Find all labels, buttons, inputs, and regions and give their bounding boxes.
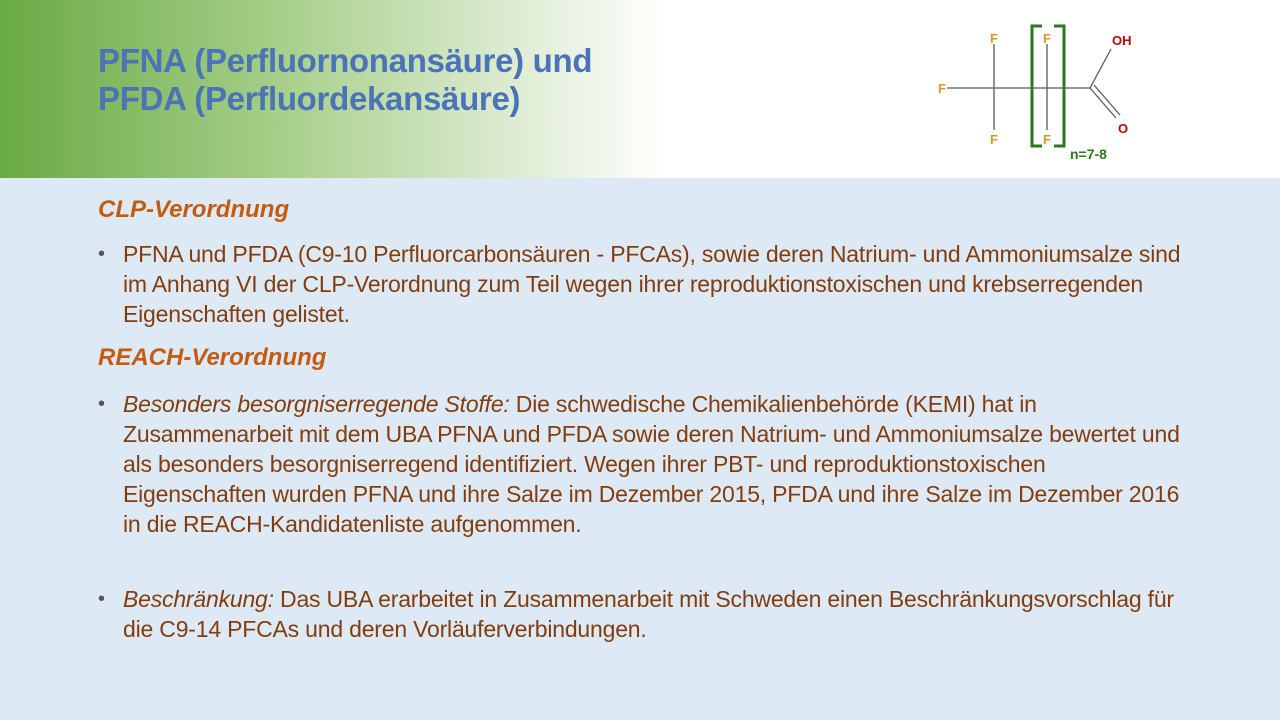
repeat-bracket-right bbox=[1054, 26, 1064, 146]
bullet-svhc bbox=[98, 389, 1188, 539]
bullet-text bbox=[123, 239, 1188, 329]
hydroxyl-label: OH bbox=[1112, 33, 1132, 48]
bullet-marker: • bbox=[98, 393, 105, 415]
c-o-double-bond-a bbox=[1090, 88, 1116, 118]
bullet-marker: • bbox=[98, 243, 105, 265]
title-line-2: PFDA (Perfluordekansäure) bbox=[98, 80, 521, 117]
repeat-bracket-left bbox=[1032, 26, 1042, 146]
bullet-clp-listing bbox=[98, 239, 1188, 329]
bullet-lead: Besonders besorgniserregende Stoffe: bbox=[123, 391, 510, 417]
repeat-count-label: n=7-8 bbox=[1070, 146, 1107, 162]
fluorine-label: F bbox=[990, 132, 998, 147]
slide-body bbox=[0, 178, 1280, 720]
fluorine-label: F bbox=[990, 31, 998, 46]
fluorine-label: F bbox=[938, 81, 946, 96]
bullet-lead: Beschränkung: bbox=[123, 586, 274, 612]
bullet-marker: • bbox=[98, 588, 105, 610]
slide-header bbox=[0, 0, 1280, 178]
bullet-text bbox=[123, 584, 1188, 644]
bullet-text bbox=[123, 389, 1188, 539]
oxygen-label: O bbox=[1118, 121, 1129, 136]
section-heading-reach: REACH-Verordnung bbox=[98, 344, 327, 371]
c-oh-bond bbox=[1090, 49, 1111, 88]
title-line-1: PFNA (Perfluornonansäure) und bbox=[98, 42, 593, 79]
bullet-body: PFNA und PFDA (C9-10 Perfluorcarbonsäuren - PFCAs), sowie deren Natrium- und Ammoniumsalze sind im Anhang VI der CLP-Verordnung zum Teil wegen ihrer reproduktionstoxischen und krebserregenden Eigenschaften gelistet. bbox=[123, 241, 1181, 327]
bullet-body: Das UBA erarbeitet in Zusammenarbeit mit Schweden einen Beschränkungsvorschlag für die C9-14 PFCAs und deren Vorläuferverbindungen. bbox=[123, 586, 1174, 642]
slide-title bbox=[98, 42, 592, 118]
fluorine-label: F bbox=[1043, 31, 1051, 46]
c-o-double-bond-b bbox=[1094, 85, 1120, 115]
section-heading-clp: CLP-Verordnung bbox=[98, 196, 290, 223]
bullet-body: Die schwedische Chemikalienbehörde (KEMI) hat in Zusammenarbeit mit dem UBA PFNA und PFDA sowie deren Natrium- und Ammoniumsalze bewertet und als besonders besorgniserregend identifiziert. Wegen ihrer PBT- und reproduktionstoxischen Eigenschaften wurden PFNA und ihre Salze im Dezember 2015, PFDA und ihre Salze im Dezember 2016 in die REACH-Kandidatenliste aufgenommen. bbox=[123, 391, 1180, 537]
bullet-restriction bbox=[98, 584, 1188, 644]
pfca-structure-diagram bbox=[925, 22, 1145, 172]
fluorine-label: F bbox=[1043, 132, 1051, 147]
